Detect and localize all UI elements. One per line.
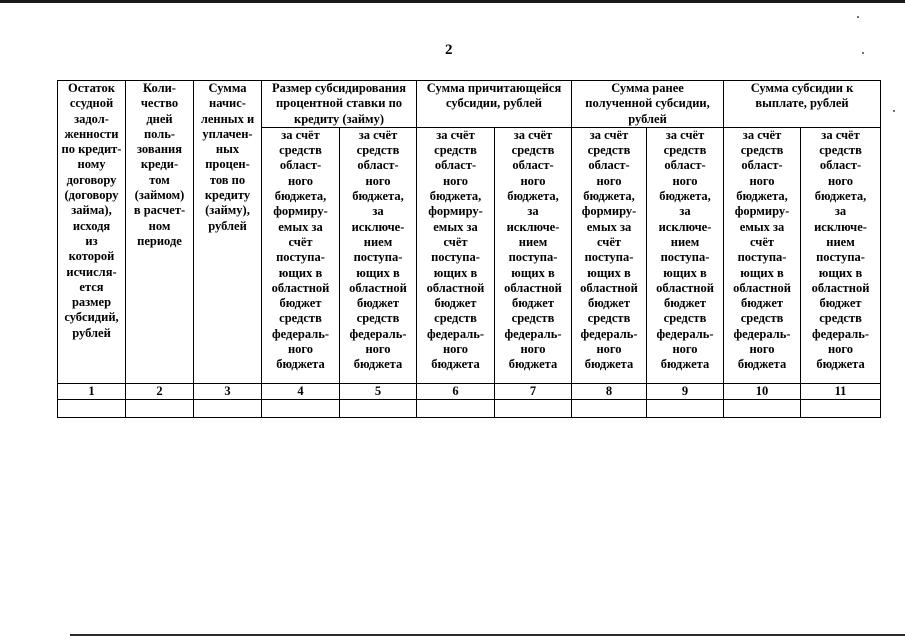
column-number-row [58,383,881,399]
column-number: 8 [572,383,647,399]
header-subsidy-received: Сумма ранее полученной субсидии, рублей [572,81,724,128]
column-number: 10 [724,383,801,399]
table-header-row [58,81,881,128]
subsidy-calculation-table [57,80,881,418]
subheader-regional-funds: за счёт средств област- ного бюджета, за исключе- нием поступа- ющих в областной бюджет средств федераль- ного бюджета [801,127,881,383]
column-number: 4 [262,383,340,399]
subheader-federal-funds: за счёт средств област- ного бюджета, формиру- емых за счёт поступа- ющих в областной бюджет средств федераль- ного бюджета [572,127,647,383]
empty-cell [194,399,262,417]
scan-speck [862,52,864,54]
empty-cell [572,399,647,417]
empty-data-row [58,399,881,417]
column-number: 1 [58,383,126,399]
header-interest-amount: Сумма начис- ленных и уплачен- ных процен- тов по кредиту (займу), рублей [194,81,262,384]
column-number: 3 [194,383,262,399]
column-number: 6 [417,383,495,399]
header-subsidy-payable: Сумма субсидии к выплате, рублей [724,81,881,128]
empty-cell [417,399,495,417]
empty-cell [495,399,572,417]
empty-cell [724,399,801,417]
empty-cell [126,399,194,417]
column-number: 11 [801,383,881,399]
subheader-regional-funds: за счёт средств област- ного бюджета, за исключе- нием поступа- ющих в областной бюджет средств федераль- ного бюджета [647,127,724,383]
scan-speck [857,16,859,18]
scan-top-edge [0,0,905,3]
subheader-regional-funds: за счёт средств област- ного бюджета, за исключе- нием поступа- ющих в областной бюджет средств федераль- ного бюджета [340,127,417,383]
header-loan-balance: Остаток ссудной задол- женности по кредит- ному договору (договору займа), исходя из которой исчисля- ется размер субсидий, рублей [58,81,126,384]
empty-cell [340,399,417,417]
header-subsidy-due: Сумма причитающейся субсидии, рублей [417,81,572,128]
header-days-count: Коли- чество дней поль- зования креди- том (займом) в расчет- ном периоде [126,81,194,384]
column-number: 5 [340,383,417,399]
subheader-federal-funds: за счёт средств област- ного бюджета, формиру- емых за счёт поступа- ющих в областной бюджет средств федераль- ного бюджета [262,127,340,383]
subheader-federal-funds: за счёт средств област- ного бюджета, формиру- емых за счёт поступа- ющих в областной бюджет средств федераль- ного бюджета [724,127,801,383]
empty-cell [58,399,126,417]
column-number: 9 [647,383,724,399]
subheader-regional-funds: за счёт средств област- ного бюджета, за исключе- нием поступа- ющих в областной бюджет средств федераль- ного бюджета [495,127,572,383]
scan-bottom-edge [70,634,905,636]
scan-speck [893,110,895,112]
column-number: 2 [126,383,194,399]
empty-cell [647,399,724,417]
empty-cell [801,399,881,417]
page-number: 2 [445,42,453,58]
empty-cell [262,399,340,417]
subheader-federal-funds: за счёт средств област- ного бюджета, формиру- емых за счёт поступа- ющих в областной бюджет средств федераль- ного бюджета [417,127,495,383]
header-subsidy-rate-size: Размер субсидирования процентной ставки по кредиту (займу) [262,81,417,128]
column-number: 7 [495,383,572,399]
